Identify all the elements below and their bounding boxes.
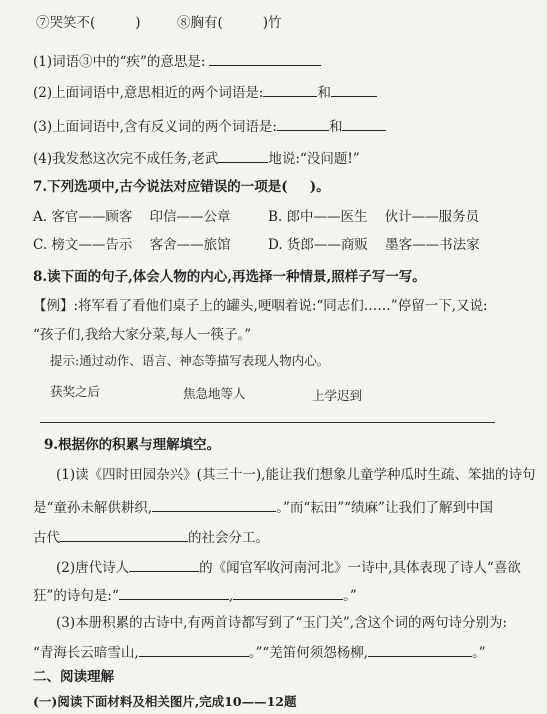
q7-option-a[interactable]: A. 客官——顾客 印信——公章 <box>33 209 231 225</box>
section-2-title: 二、阅读理解 <box>33 669 114 685</box>
q8-option-1[interactable]: 获奖之后 <box>50 384 101 399</box>
q9-p2b-text3: 。” <box>343 588 357 604</box>
q9-p1b-text2: 。”而“耘田”“绩麻”让我们了解到中国 <box>276 500 493 516</box>
q3-and: 和 <box>328 119 343 135</box>
q9-part1-line2 <box>33 497 493 517</box>
q9-p3b-text3: 。” <box>472 645 486 661</box>
q8-option-3[interactable]: 上学迟到 <box>312 388 363 403</box>
q2-blank-1[interactable] <box>263 82 317 97</box>
q9-p1-blank-2[interactable] <box>60 527 188 542</box>
q8-writing-line[interactable] <box>40 422 495 423</box>
q2-blank-2[interactable] <box>331 82 377 97</box>
q9-p2-blank-2[interactable] <box>119 585 229 600</box>
q9-p2a-text2: 的《闻官军收河南河北》一诗中,具体表现了诗人“喜欲 <box>199 560 521 576</box>
q1-line <box>33 51 321 71</box>
q9-p3-blank-2[interactable] <box>368 642 472 657</box>
q3-text: (3)上面词语中,含有反义词的两个词语是: <box>33 119 277 135</box>
q8-option-2[interactable]: 焦急地等人 <box>183 386 246 401</box>
item-8-text: ⑧胸有( <box>177 15 223 31</box>
q7-option-d[interactable]: D. 货郎——商贩 墨客——书法家 <box>268 237 480 253</box>
q9-p2a-text1: (2)唐代诗人 <box>56 560 130 576</box>
q9-p2-blank-1[interactable] <box>129 557 199 572</box>
q9-part3-line2 <box>33 642 486 662</box>
q9-part2-line2 <box>33 585 357 605</box>
q9-p2b-text1: 狂”的诗句是:“ <box>33 588 119 604</box>
q8-example-line2: “孩子们,我给大家分菜,每人一筷子。” <box>33 327 252 343</box>
q9-p1c-text2: 的社会分工。 <box>188 530 269 546</box>
q9-p2-blank-3[interactable] <box>233 585 343 600</box>
q8-example-line1: 【例】:将军看了看他们桌子上的罐头,哽咽着说:“同志们……”停留一下,又说: <box>33 298 488 314</box>
q9-p3-blank-1[interactable] <box>139 642 249 657</box>
q8-hint: 提示:通过动作、语言、神态等描写表现人物内心。 <box>50 353 330 368</box>
q8-stem: 8.读下面的句子,体会人物的内心,再选择一种情景,照样子写一写。 <box>33 269 426 285</box>
q3-blank-1[interactable] <box>277 116 329 131</box>
q1-blank[interactable] <box>209 51 321 66</box>
q3-line <box>33 116 386 136</box>
item-7-text: ⑦哭笑不( <box>36 15 96 31</box>
q7-stem <box>33 178 330 196</box>
item-8-end: )竹 <box>262 15 282 31</box>
q9-p3b-text1: “青海长云暗雪山, <box>33 645 139 661</box>
q9-p2b-text2: , <box>228 588 234 604</box>
q9-p3b-text2: 。”“羌笛何须怨杨柳, <box>248 645 369 661</box>
q7-stem-end: )。 <box>309 179 330 195</box>
q9-part1-line3 <box>33 527 269 547</box>
item-8 <box>177 14 282 32</box>
q9-p1b-text1: 是“童孙未解供耕织, <box>33 500 153 516</box>
q7-option-c[interactable]: C. 榜文——告示 客舍——旅馆 <box>33 237 231 253</box>
q1-text: (1)词语③中的“疾”的意思是: <box>33 54 206 70</box>
q9-part2-line1 <box>56 557 521 577</box>
q3-blank-2[interactable] <box>342 116 386 131</box>
q4-text: (4)我发愁这次完不成任务,老武 <box>33 151 219 167</box>
part-1-title: (一)阅读下面材料及相关图片,完成10——12题 <box>33 694 297 709</box>
q2-line <box>33 82 377 102</box>
q7-stem-text: 7.下列选项中,古今说法对应错误的一项是( <box>33 179 288 195</box>
q9-part3-line1: (3)本册积累的古诗中,有两首诗都写到了“玉门关”,含这个词的两句诗分别为: <box>56 615 508 631</box>
item-7-end: ) <box>135 15 141 31</box>
q4-blank[interactable] <box>218 148 268 163</box>
q9-p1-blank-1[interactable] <box>152 497 276 512</box>
q7-option-b[interactable]: B. 郎中——医生 伙计——服务员 <box>268 209 480 225</box>
q2-text: (2)上面词语中,意思相近的两个词语是: <box>33 85 264 101</box>
q2-and: 和 <box>317 85 331 101</box>
q9-stem: 9.根据你的积累与理解填空。 <box>44 437 221 453</box>
item-7 <box>36 14 141 32</box>
q4-line <box>33 148 360 168</box>
q9-p1c-text1: 古代 <box>33 530 60 546</box>
q9-part1-line1: (1)读《四时田园杂兴》(其三十一),能让我们想象儿童学种瓜时生疏、笨拙的诗句 <box>56 467 536 483</box>
q4-text-end: 地说:“没问题!” <box>268 151 360 167</box>
